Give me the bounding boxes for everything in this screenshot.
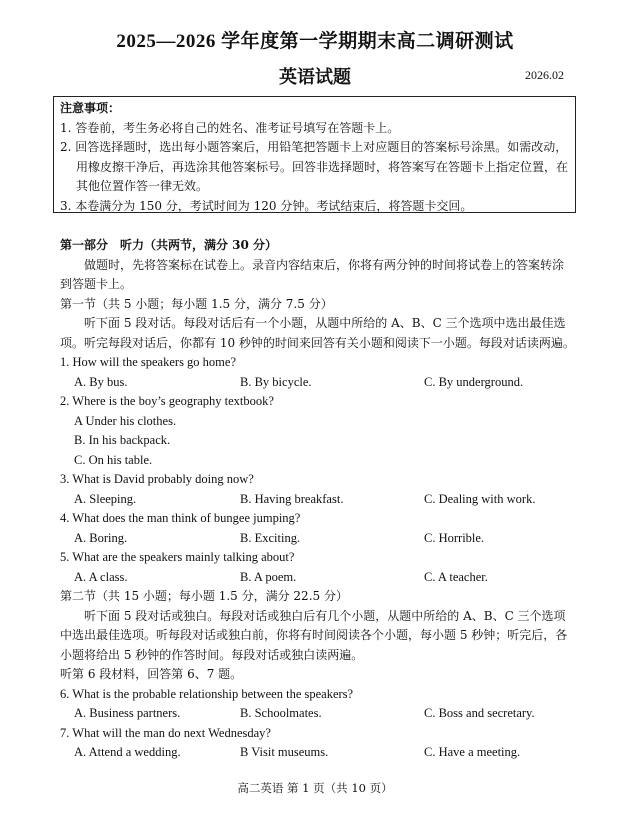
option-a: A. A class. bbox=[74, 569, 128, 584]
question-text: 4. What does the man think of bungee jumping? bbox=[60, 511, 301, 525]
option-b: B. Schoolmates. bbox=[240, 706, 322, 720]
option-c: C. A teacher. bbox=[424, 569, 488, 584]
option-a: A Under his clothes. bbox=[74, 413, 177, 428]
question-text: 1. How will the speakers go home? bbox=[60, 355, 237, 369]
options-row bbox=[60, 568, 575, 588]
notice-item: 3. 本卷满分为 150 分，考试时间为 120 分钟。考试结束后，将答题卡交回。 bbox=[60, 198, 473, 213]
part1-instructions: 做题时，先将答案标在试卷上。录音内容结束后，你将有两分钟的时间将试卷上的答案转涂到答题卡上。 bbox=[60, 257, 565, 291]
option-b: B. A poem. bbox=[240, 569, 297, 584]
question-text: 7. What will the man do next Wednesday? bbox=[60, 725, 271, 740]
question-5 bbox=[60, 548, 575, 587]
options-row bbox=[60, 373, 575, 393]
material-note: 听第 6 段材料，回答第 6、7 题。 bbox=[60, 667, 243, 681]
options-row bbox=[60, 490, 575, 510]
option-c: C. On his table. bbox=[74, 452, 153, 467]
option-a: A. By bus. bbox=[74, 374, 128, 389]
option-b: B Visit museums. bbox=[240, 745, 329, 759]
option-c: C. By underground. bbox=[424, 374, 524, 389]
question-text: 6. What is the probable relationship between the speakers? bbox=[60, 686, 354, 701]
options-row bbox=[60, 704, 575, 724]
exam-date: 2026.02 bbox=[525, 68, 564, 82]
notice-item: 2. 回答选择题时，选出每小题答案后，用铅笔把答题卡上对应题目的答案标号涂黑。如需改动，用橡皮擦干净后，再选涂其他答案标号。回答非选择题时，将答案写在答题卡上指定位置，在其他位置作答一律无效。 bbox=[60, 140, 569, 193]
part1-heading: 第一部分 听力（共两节，满分 30 分） bbox=[60, 238, 278, 252]
section2-heading: 第二节（共 15 小题；每小题 1.5 分，满分 22.5 分） bbox=[60, 589, 348, 603]
option-c: C. Horrible. bbox=[424, 530, 485, 545]
option-c: C. Have a meeting. bbox=[424, 745, 521, 759]
question-2 bbox=[60, 392, 575, 470]
option-a: A. Sleeping. bbox=[74, 491, 137, 506]
option-b: B. By bicycle. bbox=[240, 374, 312, 389]
option-b: B. Having breakfast. bbox=[240, 491, 344, 506]
notice-item: 1. 答卷前，考生务必将自己的姓名、准考证号填写在答题卡上。 bbox=[60, 120, 400, 135]
question-text: 5. What are the speakers mainly talking about? bbox=[60, 550, 295, 564]
question-1 bbox=[60, 353, 575, 392]
option-a: A. Boring. bbox=[74, 530, 128, 545]
question-text: 3. What is David probably doing now? bbox=[60, 472, 254, 486]
question-3 bbox=[60, 470, 575, 509]
options-row bbox=[60, 529, 575, 549]
exam-title: 2025—2026 学年度第一学期期末高二调研测试 bbox=[116, 31, 514, 52]
notice-box bbox=[53, 96, 576, 213]
question-4 bbox=[60, 509, 575, 548]
section1-instructions: 听下面 5 段对话。每段对话后有一个小题，从题中所给的 A、B、C 三个选项中选出最佳选项。听完每段对话后，你都有 10 秒钟的时间来回答有关小题和阅读下一小题。每段对话读两遍。 bbox=[60, 316, 575, 350]
part1-body bbox=[60, 236, 575, 763]
question-7 bbox=[60, 724, 575, 763]
option-a: A. Business partners. bbox=[74, 706, 181, 720]
subject-title: 英语试题 bbox=[279, 67, 351, 88]
option-b: B. In his backpack. bbox=[74, 433, 171, 447]
option-b: B. Exciting. bbox=[240, 530, 301, 545]
notice-heading: 注意事项： bbox=[60, 101, 121, 115]
option-c: C. Dealing with work. bbox=[424, 491, 536, 506]
section1-heading: 第一节（共 5 小题；每小题 1.5 分，满分 7.5 分） bbox=[60, 296, 333, 311]
option-c: C. Boss and secretary. bbox=[424, 706, 535, 720]
question-text: 2. Where is the boy’s geography textbook? bbox=[60, 394, 274, 408]
options-row bbox=[60, 743, 575, 763]
option-a: A. Attend a wedding. bbox=[74, 745, 181, 759]
question-6 bbox=[60, 685, 575, 724]
page-footer: 高二英语 第 1 页（共 10 页） bbox=[237, 781, 393, 795]
section2-instructions: 听下面 5 段对话或独白。每段对话或独白后有几个小题，从题中所给的 A、B、C 三个选项中选出最佳选项。听每段对话或独白前，你将有时间阅读各个小题，每小题 5 秒钟；听完后，各小题将给出 5 秒钟的作答时间。每段对话或独白读两遍。 bbox=[60, 608, 568, 662]
